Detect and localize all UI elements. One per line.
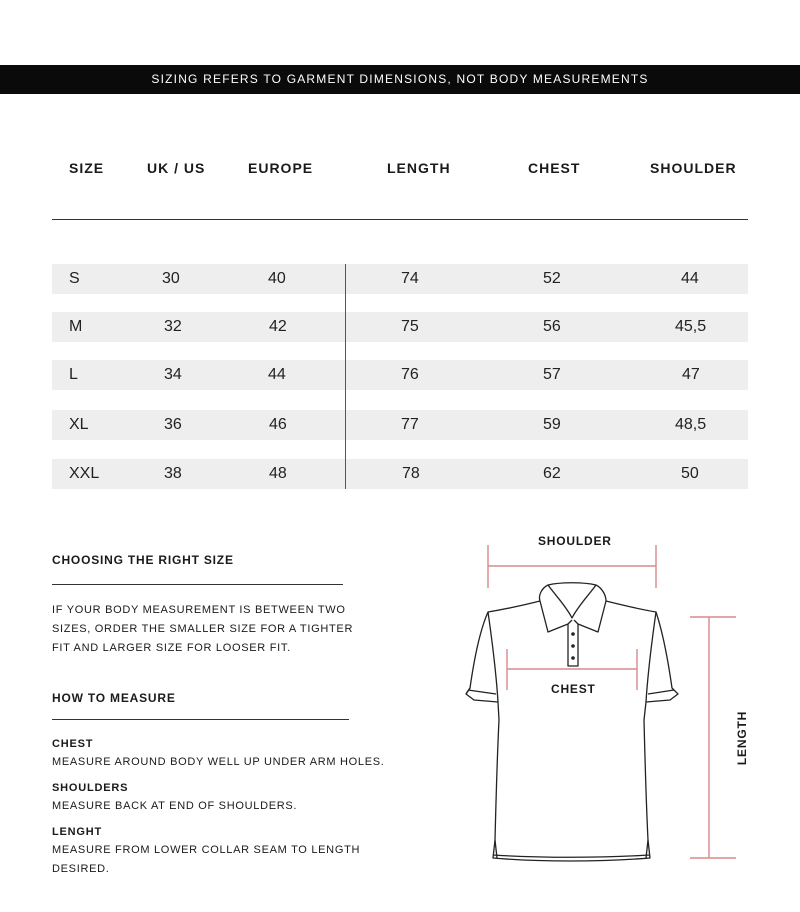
chest-text: MEASURE AROUND BODY WELL UP UNDER ARM HOLES.: [52, 756, 385, 768]
table-row: [52, 360, 748, 390]
cell-europe: 48: [269, 465, 287, 482]
cell-uk-us: 34: [164, 366, 182, 383]
chest-title: CHEST: [52, 738, 94, 750]
header-length: LENGTH: [387, 160, 451, 176]
cell-shoulder: 44: [681, 270, 699, 287]
cell-shoulder: 47: [682, 366, 700, 383]
how-to-measure-title: HOW TO MEASURE: [52, 691, 176, 705]
header-uk-us: UK / US: [147, 160, 206, 176]
button-icons: [571, 632, 575, 660]
column-divider: [345, 264, 346, 489]
cell-shoulder: 45,5: [675, 318, 707, 335]
shoulders-title: SHOULDERS: [52, 782, 129, 794]
header-size: SIZE: [69, 160, 105, 176]
choosing-size-title: CHOOSING THE RIGHT SIZE: [52, 553, 234, 567]
cell-uk-us: 38: [164, 465, 182, 482]
cell-uk-us: 30: [162, 270, 180, 287]
cell-length: 76: [401, 366, 419, 383]
shoulders-text: MEASURE BACK AT END OF SHOULDERS.: [52, 800, 298, 812]
cell-length: 78: [402, 465, 420, 482]
header-divider: [52, 219, 748, 220]
table-row: [52, 312, 748, 342]
cell-chest: 59: [543, 416, 561, 433]
cell-length: 75: [401, 318, 419, 335]
cell-europe: 40: [268, 270, 286, 287]
length-text-continued: DESIRED.: [52, 863, 110, 875]
cell-uk-us: 32: [164, 318, 182, 335]
length-title: LENGHT: [52, 826, 103, 838]
shoulder-measure-line: [488, 545, 656, 588]
sizing-banner: SIZING REFERS TO GARMENT DIMENSIONS, NOT BODY MEASUREMENTS: [0, 65, 800, 94]
shirt-outline: [466, 583, 678, 861]
length-text: MEASURE FROM LOWER COLLAR SEAM TO LENGTH: [52, 844, 361, 856]
cell-shoulder: 50: [681, 465, 699, 482]
cell-length: 77: [401, 416, 419, 433]
cell-europe: 46: [269, 416, 287, 433]
cell-size: L: [69, 366, 78, 383]
table-row: [52, 410, 748, 440]
cell-size: S: [69, 270, 80, 287]
cell-size: M: [69, 318, 83, 335]
cell-chest: 62: [543, 465, 561, 482]
cell-chest: 56: [543, 318, 561, 335]
table-row: [52, 264, 748, 294]
chest-label: CHEST: [551, 682, 596, 696]
header-shoulder: SHOULDER: [650, 160, 737, 176]
length-measure-line: [690, 617, 736, 858]
how-to-measure-divider: [52, 719, 349, 720]
cell-chest: 52: [543, 270, 561, 287]
cell-size: XL: [69, 416, 89, 433]
header-europe: EUROPE: [248, 160, 314, 176]
choosing-size-divider: [52, 584, 343, 585]
cell-shoulder: 48,5: [675, 416, 707, 433]
cell-uk-us: 36: [164, 416, 182, 433]
cell-length: 74: [401, 270, 419, 287]
cell-chest: 57: [543, 366, 561, 383]
cell-europe: 42: [269, 318, 287, 335]
table-row: [52, 459, 748, 489]
header-chest: CHEST: [528, 160, 581, 176]
choosing-size-text: IF YOUR BODY MEASUREMENT IS BETWEEN TWO SIZES, ORDER THE SMALLER SIZE FOR A TIGHTER FIT AND LARGER SIZE FOR LOOSER FIT.: [52, 604, 354, 654]
cell-size: XXL: [69, 465, 100, 482]
cell-europe: 44: [268, 366, 286, 383]
shoulder-label: SHOULDER: [538, 534, 612, 548]
length-label: LENGTH: [735, 710, 749, 766]
